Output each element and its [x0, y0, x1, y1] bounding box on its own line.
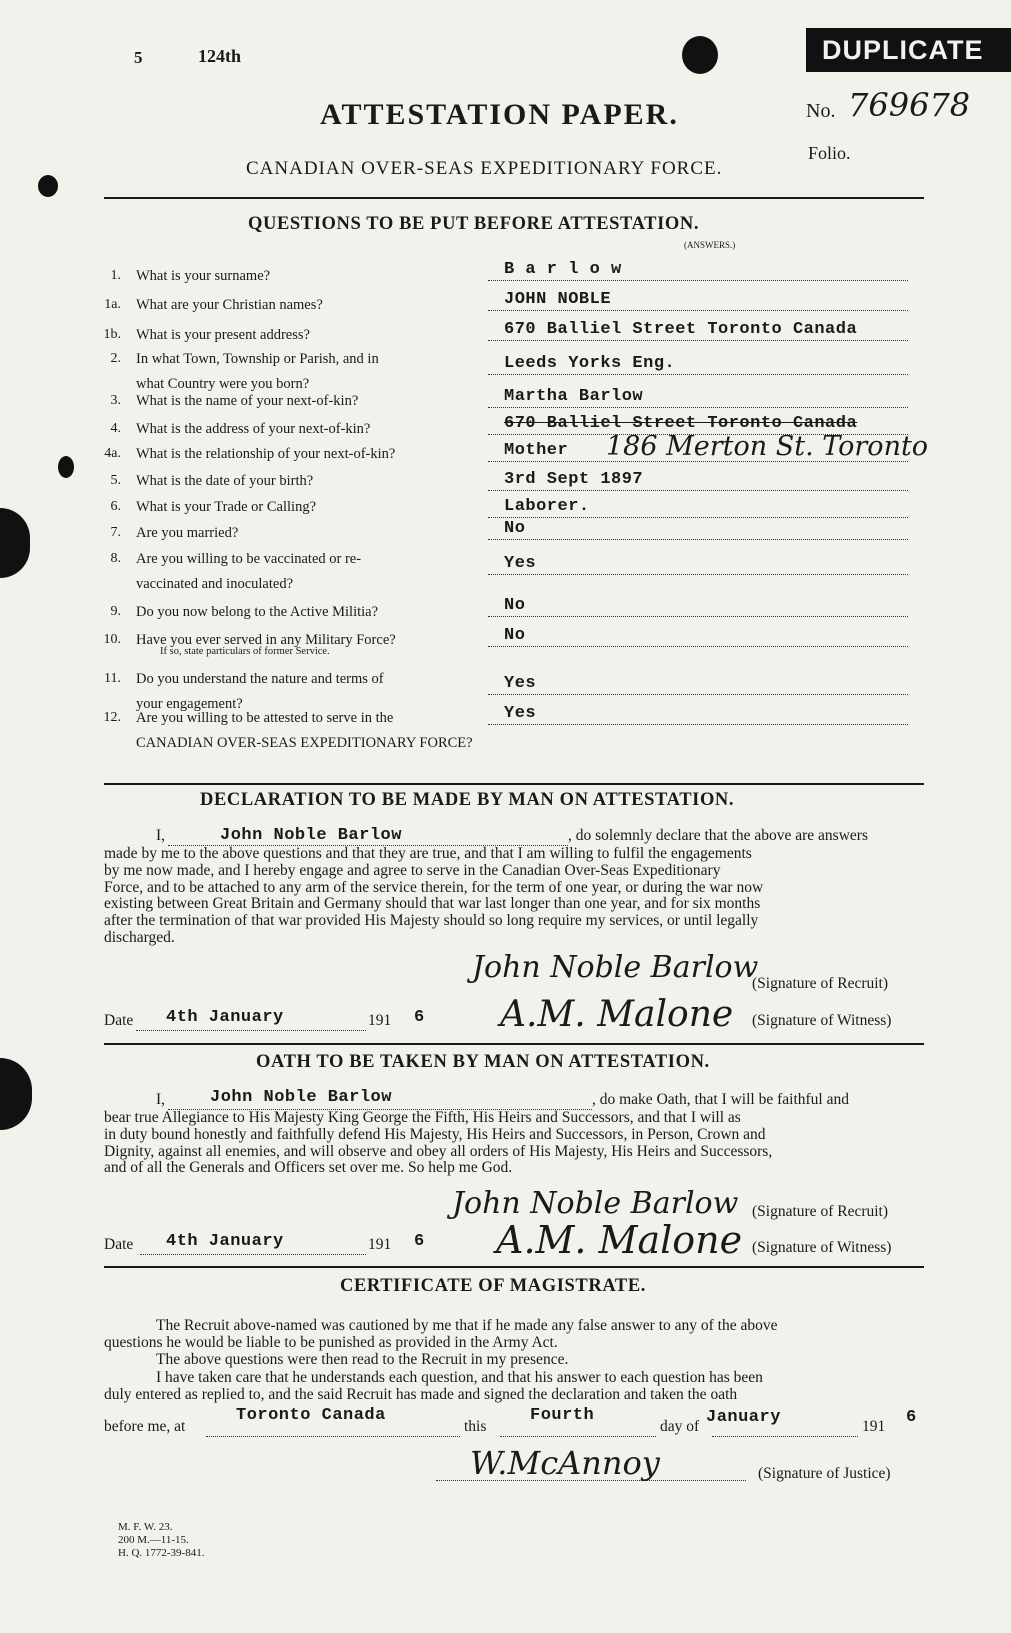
question-text: What is the name of your next-of-kin?	[136, 393, 359, 409]
question-text: In what Town, Township or Parish, and in	[136, 351, 379, 367]
answer-dotted-line	[488, 517, 908, 518]
answer-value: B a r l o w	[504, 260, 622, 279]
question-number: 1b.	[103, 327, 121, 342]
recruit-signature-label-1: (Signature of Recruit)	[752, 975, 889, 992]
question-number: 11.	[104, 671, 121, 686]
this-label: this	[464, 1418, 487, 1435]
before-me-label: before me, at	[104, 1418, 186, 1435]
question-number: 1a.	[104, 297, 121, 312]
answer-value: Laborer.	[504, 497, 590, 516]
answer-dotted-line	[488, 374, 908, 375]
witness-signature-label-2: (Signature of Witness)	[752, 1239, 892, 1256]
questions-heading: QUESTIONS TO BE PUT BEFORE ATTESTATION.	[248, 214, 700, 234]
question-text-continued: If so, state particulars of former Service.	[160, 646, 330, 657]
answer-dotted-line	[488, 407, 908, 408]
place-dotted-line	[206, 1436, 460, 1437]
declaration-line: after the termination of that war provided His Majesty should so long require my services, or until legally	[104, 912, 759, 930]
punch-hole	[682, 36, 718, 74]
answer-value: Martha Barlow	[504, 387, 644, 406]
month-dotted-line	[712, 1436, 858, 1437]
divider	[104, 197, 924, 199]
answer-value: Yes	[504, 554, 537, 573]
answers-label: (ANSWERS.)	[684, 240, 736, 250]
answer-dotted-line	[488, 340, 908, 341]
oath-line: bear true Allegiance to His Majesty King George the Fifth, His Heirs and Successors, and that I will as	[104, 1109, 741, 1126]
oath-text-line1: , do make Oath, that I will be faithful and	[592, 1091, 849, 1108]
folio-label: Folio.	[808, 143, 851, 163]
question-text: Are you married?	[136, 525, 239, 541]
question-number: 6.	[110, 499, 121, 514]
question-number: 12.	[103, 710, 121, 725]
top-left-number: 5	[134, 48, 143, 67]
justice-signature-label: (Signature of Justice)	[758, 1465, 891, 1482]
question-text: What is the relationship of your next-of-kin?	[136, 446, 396, 462]
answer-dotted-line	[488, 280, 908, 281]
answer-dotted-line	[488, 724, 908, 725]
answer-dotted-line	[488, 646, 908, 647]
answer-dotted-line	[488, 310, 908, 311]
question-number: 2.	[110, 351, 121, 366]
justice-signature: W.McAnnoy	[470, 1444, 660, 1482]
ink-blot	[58, 456, 74, 478]
declaration-line: made by me to the above questions and that they are true, and that I am willing to fulfil the engagements	[104, 845, 752, 862]
question-text-continued: vaccinated and inoculated?	[136, 576, 294, 592]
certificate-line: duly entered as replied to, and the said Recruit has made and signed the declaration and taken the oath	[104, 1385, 738, 1403]
oath-i: I,	[156, 1091, 166, 1108]
answer-value: 3rd Sept 1897	[504, 470, 644, 489]
answer-dotted-line	[488, 539, 908, 540]
answer-value: 670 Balliel Street Toronto Canada	[504, 414, 858, 433]
question-text: Are you willing to be vaccinated or re-	[136, 551, 362, 567]
regimental-number: 769678	[848, 86, 971, 124]
oath-date: 4th January	[166, 1232, 284, 1251]
recruit-signature-label-2: (Signature of Recruit)	[752, 1203, 889, 1220]
document-title: ATTESTATION PAPER.	[320, 98, 679, 131]
question-text-continued: what Country were you born?	[136, 376, 310, 392]
answer-value: Yes	[504, 704, 537, 723]
year-digit-2: 6	[414, 1232, 425, 1251]
question-number: 1.	[110, 268, 121, 283]
declaration-heading: DECLARATION TO BE MADE BY MAN ON ATTESTATION.	[200, 790, 735, 810]
question-number: 3.	[110, 393, 121, 408]
answer-value: Leeds Yorks Eng.	[504, 354, 676, 373]
magistrate-place: Toronto Canada	[236, 1406, 386, 1425]
year-prefix-1: 191	[368, 1012, 392, 1029]
certificate-heading: CERTIFICATE OF MAGISTRATE.	[340, 1276, 647, 1296]
question-text-continued: CANADIAN OVER-SEAS EXPEDITIONARY FORCE?	[136, 735, 473, 751]
day-of-label: day of	[660, 1418, 700, 1435]
question-text-continued: your engagement?	[136, 696, 243, 712]
oath-line: and of all the Generals and Officers set over me. So help me God.	[104, 1159, 513, 1177]
declaration-line: existing between Great Britain and Germany should that war last longer than one year, and for six months	[104, 895, 761, 913]
declaration-date: 4th January	[166, 1008, 284, 1027]
answer-value: No	[504, 519, 526, 538]
declaration-name: John Noble Barlow	[220, 826, 402, 845]
question-text: Are you willing to be attested to serve in the	[136, 710, 394, 726]
punch-hole	[0, 508, 30, 578]
number-label: No.	[806, 100, 836, 122]
declaration-text-line1: , do solemnly declare that the above are answers	[568, 827, 868, 844]
answer-dotted-line	[488, 694, 908, 695]
year-digit-1: 6	[414, 1008, 425, 1027]
date-dotted-line-1	[136, 1030, 366, 1031]
witness-signature-2: A.M. Malone	[496, 1218, 743, 1262]
oath-heading: OATH TO BE TAKEN BY MAN ON ATTESTATION.	[256, 1052, 710, 1072]
question-text: Do you understand the nature and terms of	[136, 671, 384, 687]
question-text: What are your Christian names?	[136, 297, 323, 313]
year-prefix-3: 191	[862, 1418, 886, 1435]
question-number: 4a.	[104, 446, 121, 461]
footer-code: 200 M.—11-15.	[118, 1534, 189, 1546]
answer-value: 670 Balliel Street Toronto Canada	[504, 320, 858, 339]
date-dotted-line-2	[140, 1254, 366, 1255]
footer-code: H. Q. 1772-39-841.	[118, 1547, 205, 1559]
question-text: What is your Trade or Calling?	[136, 499, 317, 515]
witness-signature-1: A.M. Malone	[500, 994, 734, 1035]
question-text: What is the date of your birth?	[136, 473, 314, 489]
answer-value: No	[504, 596, 526, 615]
declaration-line: by me now made, and I hereby engage and agree to serve in the Canadian Over-Seas Expeditionary	[104, 861, 721, 879]
year-prefix-2: 191	[368, 1236, 392, 1253]
divider	[104, 1266, 924, 1268]
magistrate-day: Fourth	[530, 1406, 595, 1425]
handwritten-address: 186 Merton St. Toronto	[606, 431, 929, 462]
question-number: 4.	[110, 421, 121, 436]
date-label-2: Date	[104, 1236, 134, 1253]
declaration-line: discharged.	[104, 929, 175, 946]
question-text: What is the address of your next-of-kin?	[136, 421, 371, 437]
date-label-1: Date	[104, 1012, 134, 1029]
recruit-signature-2: John Noble Barlow	[452, 1186, 739, 1221]
declaration-i: I,	[156, 827, 166, 844]
battalion-label: 124th	[198, 46, 242, 66]
divider	[104, 1043, 924, 1045]
question-text: What is your surname?	[136, 268, 271, 284]
answer-dotted-line	[488, 574, 908, 575]
answer-dotted-line	[488, 490, 908, 491]
answer-dotted-line	[488, 616, 908, 617]
question-number: 9.	[110, 604, 121, 619]
oath-line: Dignity, against all enemies, and will observe and obey all orders of His Majesty, His Heirs and Successors,	[104, 1142, 773, 1160]
magistrate-month: January	[706, 1408, 781, 1427]
answer-value: JOHN NOBLE	[504, 290, 612, 309]
answer-value: Mother	[504, 441, 569, 460]
question-number: 7.	[110, 525, 121, 540]
question-number: 5.	[110, 473, 121, 488]
certificate-line: questions he would be liable to be punished as provided in the Army Act.	[104, 1334, 558, 1352]
oath-name: John Noble Barlow	[210, 1088, 392, 1107]
question-text: Have you ever served in any Military Force?	[136, 632, 396, 648]
answer-value: Yes	[504, 674, 537, 693]
divider	[104, 783, 924, 785]
certificate-line: I have taken care that he understands each question, and that his answer to each question has been	[156, 1368, 763, 1386]
answer-value: No	[504, 626, 526, 645]
certificate-line: The Recruit above-named was cautioned by me that if he made any false answer to any of the above	[156, 1317, 778, 1334]
certificate-line: The above questions were then read to the Recruit in my presence.	[156, 1351, 569, 1369]
day-dotted-line	[500, 1436, 656, 1437]
ink-blot	[38, 175, 58, 197]
oath-line: in duty bound honestly and faithfully defend His Majesty, His Heirs and Successors, in Person, Crown and	[104, 1125, 766, 1143]
question-number: 10.	[103, 632, 121, 647]
question-text: What is your present address?	[136, 327, 310, 343]
question-text: Do you now belong to the Active Militia?	[136, 604, 379, 620]
footer-code: M. F. W. 23.	[118, 1521, 173, 1533]
recruit-signature-1: John Noble Barlow	[472, 950, 759, 985]
document-subtitle: CANADIAN OVER-SEAS EXPEDITIONARY FORCE.	[246, 158, 723, 179]
question-number: 8.	[110, 551, 121, 566]
punch-hole	[0, 1058, 32, 1130]
year-digit-3: 6	[906, 1408, 917, 1427]
declaration-line: Force, and to be attached to any arm of the service therein, for the term of one year, or during the war now	[104, 878, 764, 896]
duplicate-stamp: DUPLICATE	[806, 28, 1011, 72]
witness-signature-label-1: (Signature of Witness)	[752, 1012, 892, 1029]
